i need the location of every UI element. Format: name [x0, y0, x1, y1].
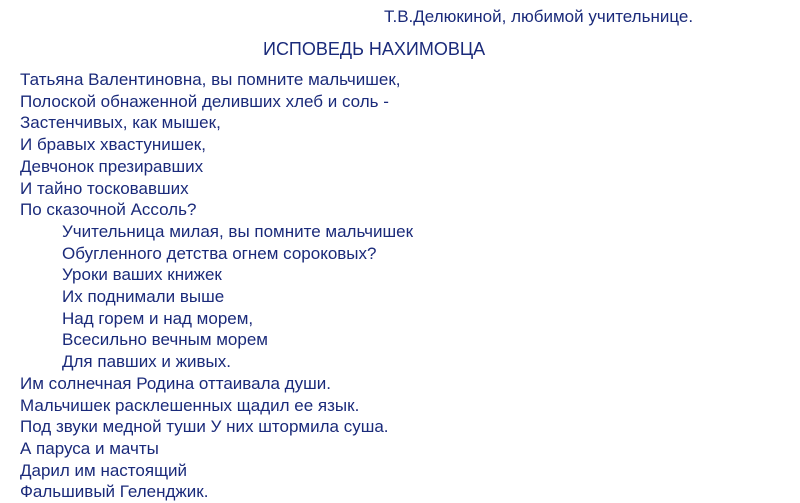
poem-line: И бравых хвастунишек, — [20, 135, 206, 155]
poem-line: Для павших и живых. — [62, 352, 231, 372]
stanza-2 — [20, 221, 790, 373]
poem-line: Полоской обнаженной деливших хлеб и соль - — [20, 91, 389, 111]
poem-line: Над горем и над морем, — [62, 308, 254, 328]
poem-line: Всесильно вечным морем — [62, 330, 268, 350]
poem-line: Обугленного детства огнем сороковых? — [62, 243, 377, 263]
poem-title: ИСПОВЕДЬ НАХИМОВЦА — [263, 39, 486, 59]
poem-line: Фальшивый Геленджик. — [20, 482, 209, 502]
poem-line: Застенчивых, как мышек, — [20, 113, 221, 133]
poem-line: Мальчишек расклешенных щадил ее язык. — [20, 395, 360, 415]
poem-line: Татьяна Валентиновна, вы помните мальчишек, — [20, 70, 401, 89]
poem-line: Дарил им настоящий — [20, 460, 188, 480]
poem-line: Им солнечная Родина оттаивала души. — [20, 373, 331, 393]
poem-body — [20, 69, 790, 503]
poem-line: И тайно тосковавших — [20, 178, 189, 198]
poem-line: Девчонок презиравших — [20, 156, 204, 176]
dedication: Т.В.Делюкиной, любимой учительнице. — [384, 7, 694, 26]
poem-line: Уроки ваших книжек — [62, 265, 222, 285]
poem-line: Под звуки медной туши У них штормила суша. — [20, 417, 389, 437]
poem-line: А паруса и мачты — [20, 438, 159, 458]
stanza-3 — [20, 373, 790, 503]
poem-line: Их поднимали выше — [62, 287, 225, 307]
poem-line: Учительница милая, вы помните мальчишек — [62, 221, 414, 241]
stanza-1 — [20, 69, 790, 221]
poem-line: По сказочной Ассоль? — [20, 200, 197, 220]
